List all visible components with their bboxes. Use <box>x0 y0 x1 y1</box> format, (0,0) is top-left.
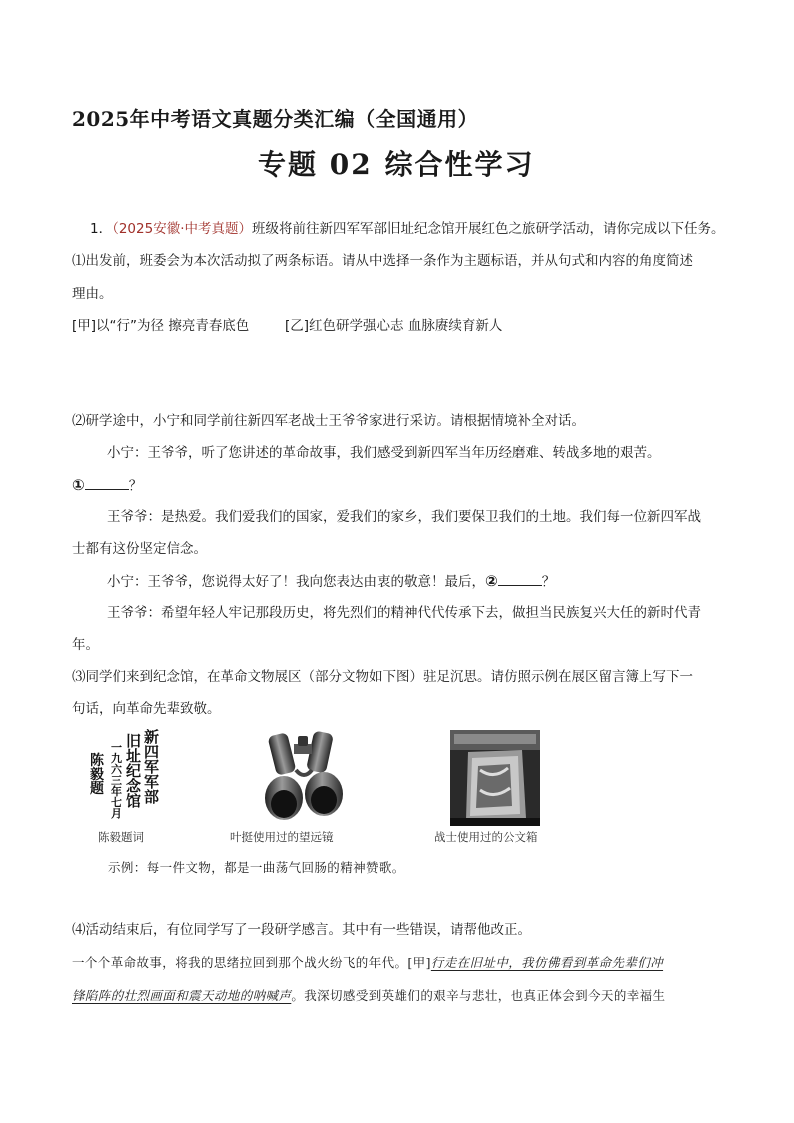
slogan-a: [甲]以“行”为径 擦亮青春底色 <box>72 318 250 334</box>
dialogue-blank-1 <box>72 475 142 496</box>
slogan-b: [乙]红色研学强心志 血脉赓续育新人 <box>285 318 503 334</box>
essay-line-2-plain: 。我深切感受到英雄们的艰辛与悲壮，也真正体会到今天的幸福生 <box>291 988 666 1003</box>
task3-line1: ⑶同学们来到纪念馆，在革命文物展区（部分文物如下图）驻足沉思。请仿照示例在展区留言簿上写下一 <box>72 669 693 685</box>
binoculars-image <box>258 730 350 826</box>
document-case-image <box>450 730 540 826</box>
essay-sentence-a-part2: 锋陷阵的壮烈画面和震天动地的呐喊声 <box>72 988 292 1003</box>
caption-binoculars: 叶挺使用过的望远镜 <box>230 830 334 844</box>
blank-2-end: ？ <box>541 574 556 590</box>
blank-2-mark: ② <box>485 572 498 590</box>
task3-line2: 句话，向革命先辈致敬。 <box>72 701 221 717</box>
answer-blank-2[interactable] <box>498 571 542 586</box>
blank-1-mark: ① <box>72 476 85 494</box>
calligraphy-col-3: 一九六三年七月 <box>111 741 122 820</box>
task1-line1: ⑴出发前，班委会为本次活动拟了两条标语。请从中选择一条作为主题标语，并从句式和内容的角度简述 <box>72 253 693 269</box>
calligraphy-col-1: 新四军军部 <box>144 728 160 806</box>
dialogue-line-4-text: 小宁：王爷爷，您说得太好了！我向您表达由衷的敬意！最后， <box>107 574 485 590</box>
question-number: 1． <box>90 221 113 237</box>
caption-document-case: 战士使用过的公文箱 <box>434 830 538 844</box>
question-text: 班级将前往新四军军部旧址纪念馆开展红色之旅研学活动，请你完成以下任务。 <box>252 221 725 237</box>
essay-line-1 <box>72 953 663 971</box>
task4-intro: ⑷活动结束后，有位同学写了一段研学感言。其中有一些错误，请帮他改正。 <box>72 922 531 938</box>
calligraphy-col-2: 旧址纪念馆 <box>126 732 142 810</box>
task2-intro: ⑵研学途中，小宁和同学前往新四军老战士王爷爷家进行采访。请根据情境补全对话。 <box>72 413 585 429</box>
dialogue-line-3b: 士都有这份坚定信念。 <box>72 541 207 557</box>
dialogue-line-5b: 年。 <box>72 637 99 653</box>
dialogue-line-1: 小宁：王爷爷，听了您讲述的革命故事，我们感受到新四军当年历经磨难、转战多地的艰苦。 <box>107 445 661 461</box>
blank-1-end: ？ <box>128 478 143 494</box>
caption-calligraphy: 陈毅题词 <box>98 830 144 844</box>
dialogue-line-4 <box>107 571 555 592</box>
question-stem <box>90 219 725 239</box>
answer-blank-1[interactable] <box>85 475 129 490</box>
essay-line-1-plain: 一个个革命故事，将我的思绪拉回到那个战火纷飞的年代。[甲] <box>72 955 431 970</box>
doc-title: 2025年中考语文真题分类汇编（全国通用） <box>72 107 479 131</box>
example-sentence: 示例：每一件文物，都是一曲荡气回肠的精神赞歌。 <box>108 860 405 875</box>
task1-line2: 理由。 <box>72 286 113 302</box>
essay-line-2 <box>72 986 665 1004</box>
calligraphy-col-4: 陈毅题 <box>90 753 104 797</box>
dialogue-line-5a: 王爷爷：希望年轻人牢记那段历史，将先烈们的精神代代传承下去，做担当民族复兴大任的新时代青 <box>107 605 701 621</box>
topic-title: 专题 02 综合性学习 <box>258 148 535 181</box>
question-source: （2025安徽·中考真题） <box>112 221 252 237</box>
calligraphy-image <box>88 730 162 826</box>
essay-sentence-a-part1: 行走在旧址中，我仿佛看到革命先辈们冲 <box>430 955 664 970</box>
dialogue-line-3a: 王爷爷：是热爱。我们爱我们的国家，爱我们的家乡，我们要保卫我们的土地。我们每一位新四军战 <box>107 509 701 525</box>
